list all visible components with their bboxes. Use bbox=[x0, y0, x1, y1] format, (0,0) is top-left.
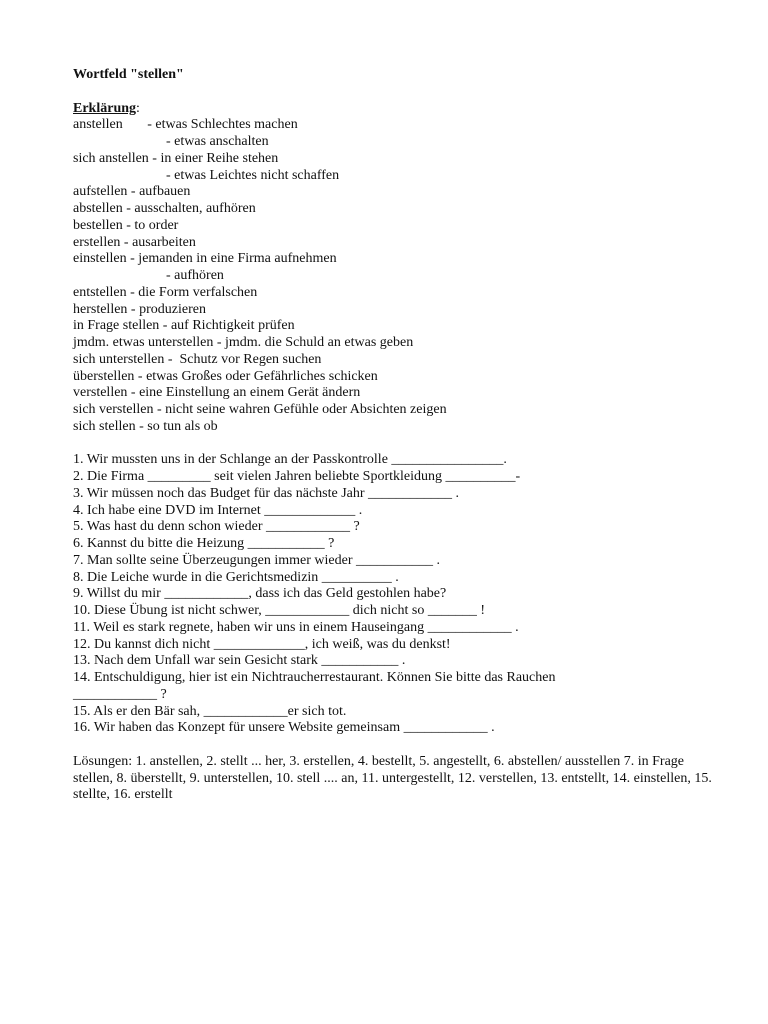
definition-line: - etwas Leichtes nicht schaffen bbox=[166, 167, 340, 183]
definition-line: anstellen - etwas Schlechtes machen bbox=[73, 117, 298, 133]
exercise-list bbox=[73, 452, 713, 737]
exercise-line: ____________ ? bbox=[73, 686, 167, 702]
exercise-line: 11. Weil es stark regnete, haben wir uns in einem Hauseingang ____________ . bbox=[73, 619, 519, 635]
definition-line: erstellen - ausarbeiten bbox=[73, 234, 196, 250]
exercise-line: 12. Du kannst dich nicht _____________, ich weiß, was du denkst! bbox=[73, 636, 451, 652]
exercise-line: 4. Ich habe eine DVD im Internet _____________ . bbox=[73, 502, 363, 518]
exercise-line: 8. Die Leiche wurde in die Gerichtsmedizin __________ . bbox=[73, 569, 399, 585]
definitions-list bbox=[73, 117, 713, 435]
exercise-line: 16. Wir haben das Konzept für unsere Website gemeinsam ____________ . bbox=[73, 720, 495, 736]
definition-line: entstellen - die Form verfalschen bbox=[73, 284, 258, 300]
spacer bbox=[73, 737, 713, 754]
exercise-line: 14. Entschuldigung, hier ist ein Nichtraucherrestaurant. Können Sie bitte das Rauchen bbox=[73, 670, 556, 685]
document-title: Wortfeld "stellen" bbox=[73, 67, 184, 82]
exercise-line: 1. Wir mussten uns in der Schlange an der Passkontrolle ________________. bbox=[73, 452, 507, 468]
definition-line: verstellen - eine Einstellung an einem Gerät ändern bbox=[73, 385, 361, 401]
definition-line: überstellen - etwas Großes oder Gefährliches schicken bbox=[73, 368, 378, 384]
exercise-line: 13. Nach dem Unfall war sein Gesicht stark ___________ . bbox=[73, 653, 406, 669]
definition-line: bestellen - to order bbox=[73, 217, 179, 233]
definition-line: sich unterstellen - Schutz vor Regen suchen bbox=[73, 351, 322, 367]
exercise-line: 5. Was hast du denn schon wieder ____________ ? bbox=[73, 519, 360, 535]
definition-line: in Frage stellen - auf Richtigkeit prüfen bbox=[73, 318, 295, 334]
exercise-line: 6. Kannst du bitte die Heizung ___________ ? bbox=[73, 536, 335, 551]
definition-line: einstellen - jemanden in eine Firma aufnehmen bbox=[73, 251, 337, 267]
exercise-line: 2. Die Firma _________ seit vielen Jahren beliebte Sportkleidung __________- bbox=[73, 469, 521, 484]
definition-line: aufstellen - aufbauen bbox=[73, 184, 191, 200]
explanation-heading: Erklärung bbox=[73, 100, 137, 116]
definition-line: sich verstellen - nicht seine wahren Gefühle oder Absichten zeigen bbox=[73, 402, 447, 417]
spacer bbox=[73, 84, 713, 101]
definition-line: herstellen - produzieren bbox=[73, 301, 206, 317]
definition-line: - aufhören bbox=[166, 268, 224, 283]
exercise-line: 7. Man sollte seine Überzeugungen immer wieder ___________ . bbox=[73, 552, 441, 568]
definition-line: abstellen - ausschalten, aufhören bbox=[73, 201, 256, 216]
explanation-heading-colon: : bbox=[136, 100, 140, 116]
exercise-line: 9. Willst du mir ____________, dass ich das Geld gestohlen habe? bbox=[73, 586, 447, 602]
solutions-paragraph: Lösungen: 1. anstellen, 2. stellt ... her, 3. erstellen, 4. bestellt, 5. angestellt, 6. abstellen/ ausstellen 7. in Frage stellen, 8. überstellt, 9. unterstellen, 10. stell .... an, 11. untergestellt, 12. verstellen, 13. entstellt, 14. einstellen, 15. stellte, 16. erstellt bbox=[73, 753, 712, 803]
document-page bbox=[73, 67, 713, 804]
exercise-line: 10. Diese Übung ist nicht schwer, ____________ dich nicht so _______ ! bbox=[73, 603, 486, 618]
exercise-line: 15. Als er den Bär sah, ____________er sich tot. bbox=[73, 703, 347, 719]
definition-line: sich anstellen - in einer Reihe stehen bbox=[73, 150, 279, 166]
explanation-heading-line bbox=[73, 101, 713, 118]
definition-line: sich stellen - so tun als ob bbox=[73, 418, 218, 434]
exercise-line: 3. Wir müssen noch das Budget für das nächste Jahr ____________ . bbox=[73, 485, 460, 501]
definition-line: - etwas anschalten bbox=[166, 134, 269, 149]
definition-line: jmdm. etwas unterstellen - jmdm. die Schuld an etwas geben bbox=[73, 335, 414, 350]
spacer bbox=[73, 436, 713, 453]
